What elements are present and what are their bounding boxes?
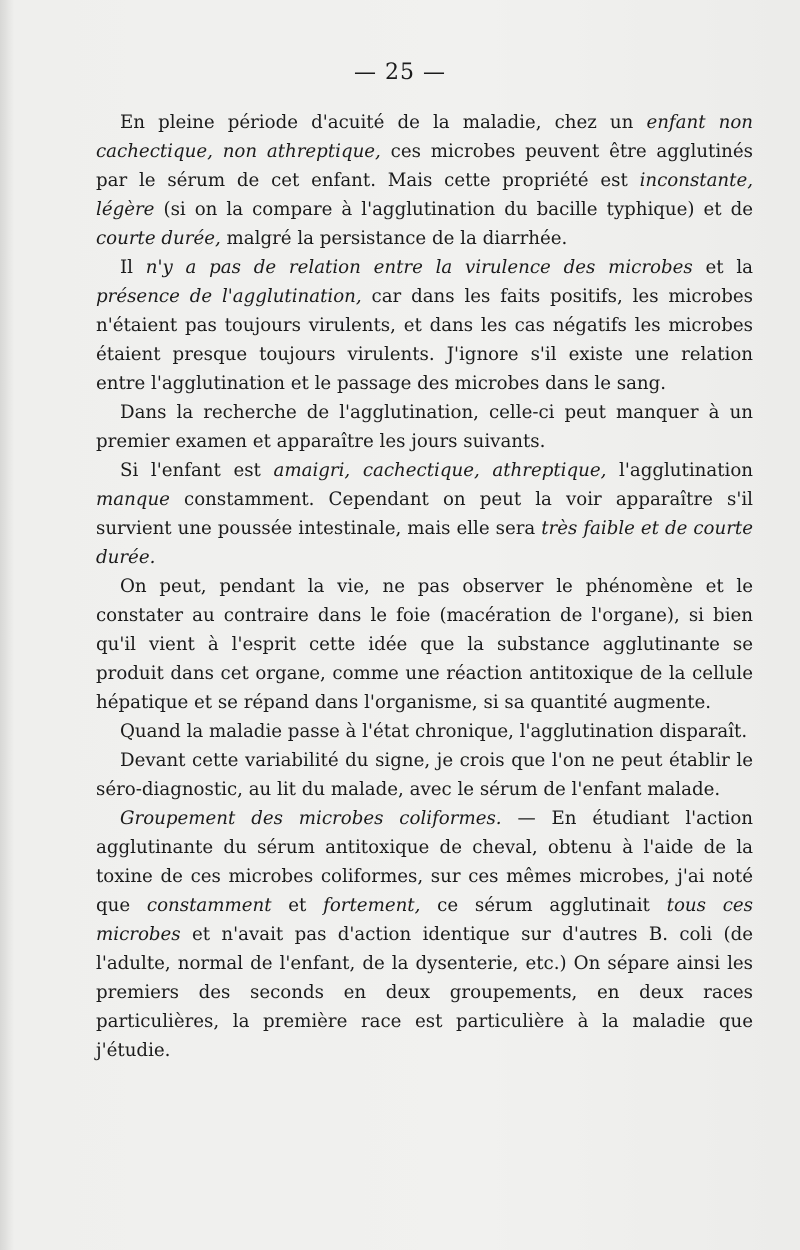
italic-run: manque [96, 489, 170, 510]
text-run: constamment. Cependant on peut la voir apparaître s'il survient une poussée intestinale, mais elle sera [96, 489, 753, 539]
text-run: l'agglutination [606, 460, 753, 481]
text-run: car dans les faits positifs, les microbes n'étaient pas toujours virulents, et dans les cas négatifs les microbes étaient presque toujours virulents. J'ignore s'il existe une relation entre l'agglutination et le passage des microbes dans le sang. [96, 286, 753, 394]
text-run: ce sérum agglutinait [420, 895, 667, 916]
text-run: — En étudiant l'action agglutinante du sérum antitoxique de cheval, obtenu à l'aide de la toxine de ces microbes coliformes, sur ces mêmes microbes, j'ai noté que [96, 808, 753, 916]
paragraph [96, 253, 753, 398]
italic-run: présence de l'agglutination, [96, 286, 362, 307]
paragraph [96, 746, 753, 804]
paragraph [96, 717, 753, 746]
text-run: En pleine période d'acuité de la maladie, chez un [120, 112, 647, 133]
text-run: Devant cette variabilité du signe, je crois que l'on ne peut établir le séro-diagnostic, au lit du malade, avec le sérum de l'enfant malade. [96, 750, 753, 800]
text-run: malgré la persistance de la diarrhée. [220, 228, 568, 249]
paragraph [96, 804, 753, 1065]
text-run: On peut, pendant la vie, ne pas observer le phénomène et le constater au contraire dans le foie (macération de l'organe), si bien qu'il vient à l'esprit cette idée que la substance agglutinante se produit dans cet organe, comme une réaction antitoxique de la cellule hépatique et se répand dans l'organisme, si sa quantité augmente. [96, 576, 753, 713]
paragraph [96, 108, 753, 253]
italic-run: n'y a pas de relation entre la virulence des microbes [145, 257, 693, 278]
italic-run: tous ces microbes [96, 895, 753, 945]
italic-run: très faible et de courte durée. [96, 518, 753, 568]
paragraph [96, 398, 753, 456]
italic-run: amaigri, cachectique, athreptique, [273, 460, 607, 481]
text-run: Il [120, 257, 146, 278]
italic-run: inconstante, légère [96, 170, 753, 220]
page-text [96, 108, 753, 1065]
italic-run: enfant non cachectique, non athreptique, [96, 112, 754, 162]
text-run: (si on la compare à l'agglutination du bacille typhique) et de [154, 199, 753, 220]
paragraph [96, 456, 753, 572]
text-run: et la [692, 257, 753, 278]
text-run: ces microbes peuvent être agglutinés par le sérum de cet enfant. Mais cette propriété est [96, 141, 753, 191]
page-number: — 25 — [354, 60, 446, 85]
text-run: et [271, 895, 324, 916]
text-run: Quand la maladie passe à l'état chronique, l'agglutination disparaît. [120, 721, 748, 742]
italic-run: fortement, [323, 895, 421, 916]
italic-run: Groupement des microbes coliformes. [120, 808, 502, 829]
text-run: et n'avait pas d'action identique sur d'autres B. coli (de l'adulte, normal de l'enfant, de la dysenterie, etc.) On sépare ainsi les premiers des seconds en deux groupements, en deux races particulières, la première race est particulière à la maladie que j'étudie. [96, 924, 753, 1061]
paragraph [96, 572, 753, 717]
text-run: Si l'enfant est [120, 460, 274, 481]
text-run: Dans la recherche de l'agglutination, celle-ci peut manquer à un premier examen et apparaître les jours suivants. [96, 402, 753, 452]
italic-run: courte durée, [96, 228, 221, 249]
italic-run: constamment [146, 895, 272, 916]
